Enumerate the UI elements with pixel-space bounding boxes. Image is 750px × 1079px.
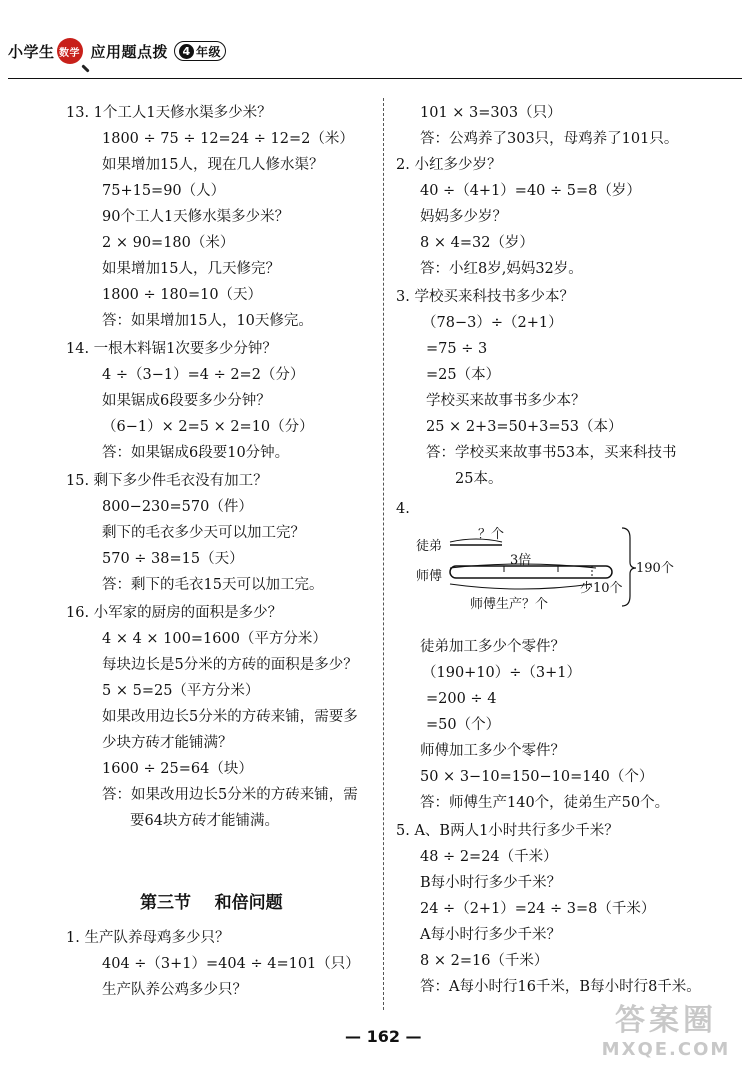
header-rule (8, 78, 742, 79)
answer-line: 25本。 (455, 471, 503, 487)
text-line: =75 ÷ 3 (426, 341, 488, 357)
text-line: 48 ÷ 2=24（千米） (420, 849, 558, 865)
text-line: 5. A、B两人1小时共行多少千米？ (396, 823, 619, 839)
text-line: 570 ÷ 38=15（天） (102, 551, 244, 567)
text-line: 1800 ÷ 180=10（天） (102, 287, 263, 303)
column-divider (383, 98, 384, 1010)
text-line: 5 × 5=25（平方分米） (102, 683, 260, 699)
text-line: 16. 小军家的厨房的面积是多少？ (66, 605, 283, 621)
text-line: （78−3）÷（2+1） (422, 315, 563, 331)
text-line: 3. 学校买来科技书多少本？ (396, 289, 574, 305)
text-line: 1600 ÷ 25=64（块） (102, 761, 253, 777)
text-line: 4 × 4 × 100=1600（平方分米） (102, 631, 327, 647)
text-line: 14. 一根木料锯1次要多少分钟？ (66, 341, 277, 357)
line-segment-diagram (412, 520, 687, 615)
text-line: 8 × 2=16（千米） (420, 953, 549, 969)
text-line: 如果增加15人，现在几人修水渠？ (102, 157, 324, 173)
text-line: 如果锯成6段要多少分钟？ (102, 393, 271, 409)
text-line: 800−230=570（件） (102, 499, 253, 515)
page-number: — 162 — (345, 1027, 422, 1046)
text-line: 1. 生产队养母鸡多少只？ (66, 930, 230, 946)
answer-line: 答：小红8岁,妈妈32岁。 (420, 261, 583, 277)
apprentice-label: 徒弟 (416, 539, 443, 554)
text-line: 妈妈多少岁？ (420, 209, 507, 225)
grade-badge (174, 41, 226, 61)
text-line: A每小时行多少千米？ (420, 927, 561, 943)
answer-line: 答：如果锯成6段要10分钟。 (102, 445, 290, 461)
answer-line: 答：学校买来故事书53本，买来科技书 (426, 445, 677, 461)
magnifier-logo-icon: 数学 (57, 38, 83, 64)
header-title-prefix: 小学生 (8, 42, 55, 61)
text-line: 404 ÷（3+1）=404 ÷ 4=101（只） (102, 956, 360, 972)
text-line: 101 × 3=303（只） (420, 105, 562, 121)
text-line: B每小时行多少千米？ (420, 875, 562, 891)
text-line: 50 × 3−10=150−10=140（个） (420, 769, 654, 785)
text-line: 13. 1个工人1天修水渠多少米？ (66, 105, 272, 121)
apprentice-unknown: ？个 (478, 527, 505, 542)
total-brace (622, 528, 636, 606)
watermark-url: MXQE.COM (601, 1039, 731, 1060)
text-line: 如果增加15人，几天修完？ (102, 261, 280, 277)
answer-line: 答：如果改用边长5分米的方砖来铺，需 (102, 787, 358, 803)
book-header (8, 36, 226, 66)
text-line: 2. 小红多少岁？ (396, 157, 502, 173)
master-brace (450, 584, 592, 589)
text-line: 剩下的毛衣多少天可以加工完？ (102, 525, 305, 541)
text-line: 生产队养公鸡多少只？ (102, 982, 247, 998)
text-line: 15. 剩下多少件毛衣没有加工？ (66, 473, 268, 489)
text-line: 4 ÷（3−1）=4 ÷ 2=2（分） (102, 367, 305, 383)
text-line: 徒弟加工多少个零件？ (420, 639, 565, 655)
total-label: 190个 (636, 561, 674, 576)
text-line: =50（个） (426, 717, 501, 733)
answer-line: 答：A每小时行16千米，B每小时行8千米。 (420, 979, 701, 995)
text-line: =200 ÷ 4 (426, 691, 497, 707)
master-produce-label: 师傅生产？个 (470, 597, 549, 612)
section-title: 第三节 和倍问题 (140, 893, 283, 913)
text-line: 75+15=90（人） (102, 183, 226, 199)
text-line: 1800 ÷ 75 ÷ 12=24 ÷ 12=2（米） (102, 131, 354, 147)
answer-line: 答：师傅生产140个，徒弟生产50个。 (420, 795, 670, 811)
answer-line: 答：公鸡养了303只，母鸡养了101只。 (420, 131, 679, 147)
text-line: 每块边长是5分米的方砖的面积是多少？ (102, 657, 358, 673)
header-title-suffix: 应用题点拨 (90, 42, 169, 61)
text-line: =25（本） (426, 367, 501, 383)
text-line: （6−1）× 2=5 × 2=10（分） (102, 419, 314, 435)
text-line: 40 ÷（4+1）=40 ÷ 5=8（岁） (420, 183, 641, 199)
less-label: 少10个 (580, 581, 623, 596)
text-line: 24 ÷（2+1）=24 ÷ 3=8（千米） (420, 901, 656, 917)
text-line: 如果改用边长5分米的方砖来铺，需要多 (102, 709, 358, 725)
answer-line: 答：剩下的毛衣15天可以加工完。 (102, 577, 324, 593)
answer-line: 答：如果增加15人，10天修完。 (102, 313, 313, 329)
text-line: 师傅加工多少个零件？ (420, 743, 565, 759)
text-line: （190+10）÷（3+1） (422, 665, 582, 681)
text-line: 90个工人1天修水渠多少米？ (102, 209, 290, 225)
text-line: 8 × 4=32（岁） (420, 235, 534, 251)
answer-line: 要64块方砖才能铺满。 (130, 813, 279, 829)
master-label: 师傅 (416, 569, 443, 584)
grade-text: 年级 (196, 44, 222, 59)
text-line: 4. (396, 501, 410, 517)
watermark (596, 1003, 736, 1067)
text-line: 2 × 90=180（米） (102, 235, 235, 251)
watermark-logo-text: 答案圈 (615, 1003, 717, 1038)
grade-number: 4 (179, 44, 194, 59)
text-line: 学校买来故事书多少本？ (426, 393, 586, 409)
text-line: 25 × 2+3=50+3=53（本） (426, 419, 623, 435)
times-label: 3倍 (510, 553, 532, 568)
text-line: 少块方砖才能铺满？ (102, 735, 233, 751)
